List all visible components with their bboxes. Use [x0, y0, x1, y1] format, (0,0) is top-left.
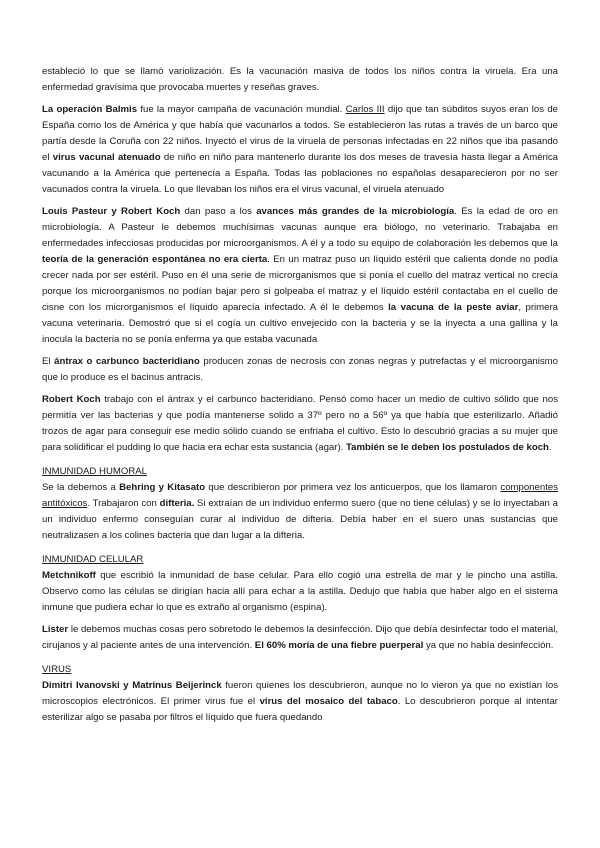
paragraph-operacion-balmis: La operación Balmis fue la mayor campaña de vacunación mundial. Carlos III dijo que tan súbditos suyos eran los de España como los de América y que había que vacunarlos a todos. Se establecieron las rutas a través de un barco que partía desde la Coruña con 22 niños. Inyectó el virus de la viruela de personas infectadas en 22 niños que iba pasando el virus vacunal atenuado de niño en niño para mantenerlo durante los dos meses de travesía hasta llegar a América vacunando a la América que pertenecía a España. Todas las poblaciones no españolas desaparecieron por no ser vacunados contra la viruela. Lo que llevaban los niños era el virus vacunal, el viruela atenuado [42, 104, 558, 195]
section-heading: VIRUS [42, 664, 72, 675]
paragraph-virus: Dimitri Ivanovski y Matrinus Beijerinck fueron quienes los descubrieron, aunque no lo vieron ya que no existían los microscopios electrónicos. El primer virus fue el virus del mosaico del tabaco. Lo descubrieron porque al intentar esterilizar algo se pasaba por filtros el líquido que fuera quedando [42, 680, 558, 723]
bold-term: Dimitri Ivanovski y Matrinus Beijerinck [42, 680, 222, 691]
paragraph-pasteur-koch: Louis Pasteur y Robert Koch dan paso a los avances más grandes de la microbiología. Es la edad de oro en microbiología. A Pasteur le debemos muchísimas vacunas aunque era biólogo, no veterinario. Trabajaba en enfermedades infecciosas producidas por microorganismos. A él y a todo su equipo de colaboración les debemos que la teoría de la generación espontánea no era cierta. En un matraz puso un líquido estéril que calienta donde no podía crecer nada por ser estéril. Puso en él una serie de microrganismos que si ponía el cuello del matraz vertical no crecía porque los microorganismos no podían bajar pero si golpeaba el matraz y el líquido estéril contactaba en el cuello de cisne con los microrganismos el líquido aparecía infectado. A él le debemos la vacuna de la peste aviar, primera vacuna veterinaria. Demostró que si el cogía un cultivo envejecido con la bacteria y se la inyecta a una gallina y la inocula la bacteria no se ponía enferma ya que estaba vacunada [42, 206, 559, 345]
bold-term: virus vacunal atenuado [52, 152, 161, 163]
bold-term: Robert Koch [42, 394, 101, 405]
bold-term: El 60% moría de una fiebre puerperal [254, 640, 424, 651]
bold-term: Metchnikoff [42, 570, 96, 581]
section-heading: INMUNIDAD CELULAR [42, 554, 144, 565]
bold-term: avances más grandes de la microbiología [256, 206, 455, 217]
underlined-term: componentes antitóxicos [42, 482, 558, 509]
section-inmunidad-celular [42, 552, 558, 654]
section-inmunidad-humoral [42, 464, 558, 544]
bold-term: virus del mosaico del tabaco [259, 696, 398, 707]
bold-term: También se le deben los postulados de koch [345, 442, 549, 453]
underlined-term: Carlos III [345, 104, 385, 115]
paragraph-humoral: Se la debemos a Behring y Kitasato que describieron por primera vez los anticuerpos, que los llamaron componentes antitóxicos. Trabajaron con difteria. Si extraían de un individuo enfermo suero (que no tiene células) y se lo inyectaban a un individuo enfermo conseguían curar al individuo de difteria. Debía haber en el suero unas sustancias que neutralizasen a los colines bacteria que dan lugar a la difteria. [42, 482, 558, 541]
section-virus [42, 662, 558, 726]
bold-term: ántrax o carbunco bacteridiano [54, 356, 200, 367]
bold-term: Louis Pasteur y Robert Koch [42, 206, 181, 217]
bold-term: la vacuna de la peste aviar [388, 302, 519, 313]
section-heading: INMUNIDAD HUMORAL [42, 466, 148, 477]
paragraph-metchnikoff: Metchnikoff que escribió la inmunidad de base celular. Para ello cogió una estrella de mar y le pincho una astilla. Observo como las células se dirigían hacia allí para echar a la astilla. Dedujo que había que haber algo en el sistema inmune que pudiera echar lo que es extraño al organismo (espina). [42, 570, 558, 613]
paragraph-antrax: El ántrax o carbunco bacteridiano producen zonas de necrosis con zonas negras y putrefactas y el microorganismo que lo produce es el bacinus antracis. [42, 356, 558, 383]
paragraph-variolizacion: estableció lo que se llamó variolización. Es la vacunación masiva de todos los niños contra la viruela. Era una enfermedad gravísima que provocaba muertes y reseñas graves. [42, 66, 558, 93]
bold-term: teoría de la generación espontánea no era cierta [42, 254, 268, 265]
bold-term: La operación Balmis [42, 104, 138, 115]
paragraph-robert-koch: Robert Koch trabajo con el ántrax y el carbunco bacteridiano. Pensó como hacer un medio de cultivo sólido que nos permitía ver las bacterias y que podía mantenerse solido a 37º pero no a 56º ya que había que esterilizarlo. Añadió trozos de agar para conseguir ese medio sólido cuando se enfriaba el cultivo. Esto lo descubrió gracias a su mujer que para solidificar el pudding lo que hacia era echar esta sustancia (agar). También se le deben los postulados de koch. [42, 394, 558, 453]
paragraph-lister: Lister le debemos muchas cosas pero sobretodo le debemos la desinfección. Dijo que debía desinfectar todo el material, cirujanos y al paciente antes de una intervención. El 60% moría de una fiebre puerperal ya que no había desinfección. [42, 624, 558, 651]
bold-term: Lister [42, 624, 69, 635]
bold-term: difteria. [159, 498, 195, 509]
bold-term: Behring y Kitasato [119, 482, 206, 493]
